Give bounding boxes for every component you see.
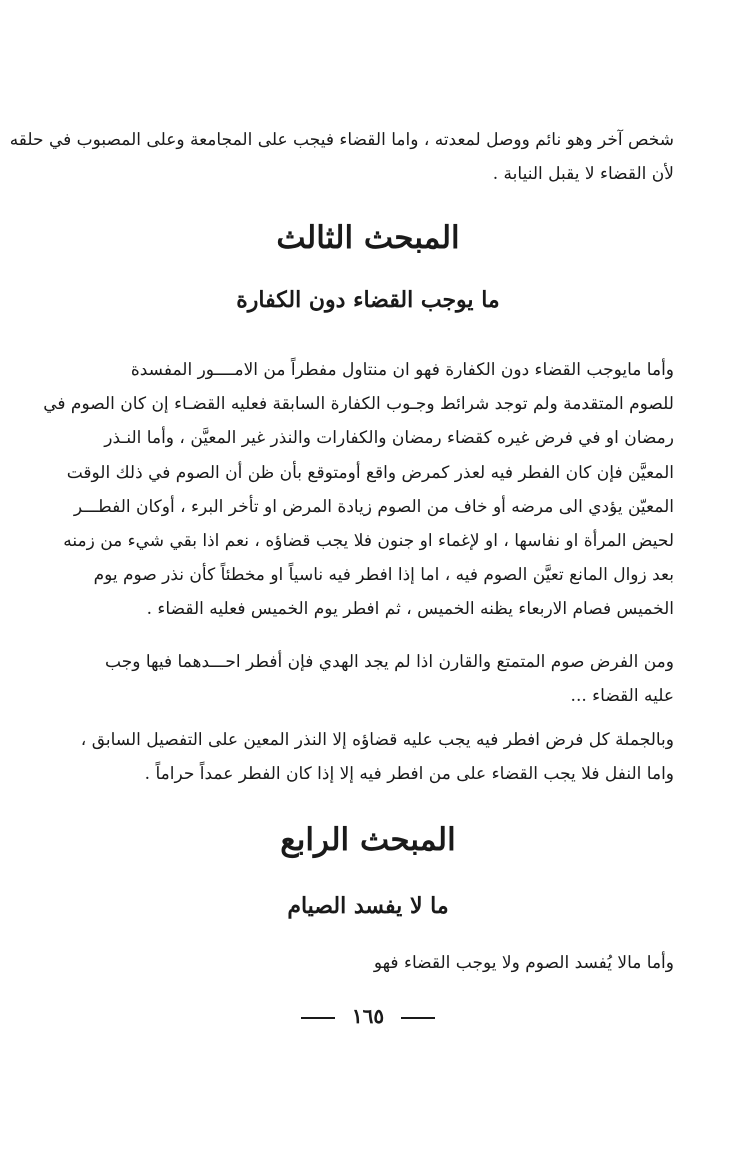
text-line: الخميس فصام الاربعاء يظنه الخميس ، ثم افطر يوم الخميس فعليه القضاء . [146,599,674,620]
page-number [0,1004,736,1028]
text-line: لحيض المرأة او نفاسها ، او لإغماء او جنون فلا يجب قضاؤه ، نعم اذا بقي شيء من زمنه [63,531,674,552]
paragraph-section3-summary [80,723,674,791]
text-line: وأما مالا يُفسد الصوم ولا يوجب القضاء فهو [373,953,674,973]
text-line: للصوم المتقدمة ولم توجد شرائط وجـوب الكفارة السابقة فعليه القضـاء إن كان الصوم في [43,394,674,415]
page-number-dash [401,1017,435,1019]
page-number-dash [301,1017,335,1019]
text-line: ومن الفرض صوم المتمتع والقارن اذا لم يجد الهدي فإن أفطر احـــدهما فيها وجب [105,652,674,672]
text-line: لأن القضاء لا يقبل النيابة . [492,164,674,185]
section-subheading-fourth: ما لا يفسد الصيام [287,893,449,919]
text-line: عليه القضاء ... [570,686,674,707]
section-heading-fourth: المبحث الرابع [280,822,456,858]
text-line: وبالجملة كل فرض افطر فيه يجب عليه قضاؤه إلا النذر المعين على التفصيل السابق ، [80,730,674,750]
text-line: شخص آخر وهو نائم ووصل لمعدته ، واما القضاء فيجب على المجامعة وعلى المصبوب في حلقه [9,130,674,150]
text-line: المعيَّن فإن كان الفطر فيه لعذر كمرض واقع أومتوقع بأن ظن أن الصوم في ذلك الوقت [66,462,674,483]
text-line: بعد زوال المانع تعيَّن الصوم فيه ، اما إذا افطر فيه ناسياً او مخطئاً كأن نذر صوم يوم [93,565,674,586]
text-line: وأما مايوجب القضاء دون الكفارة فهو ان منتاول مفطراً من الامــــور المفسدة [130,360,674,380]
paragraph-section3-main [43,353,674,627]
paragraph-section4-start [92,946,674,980]
section-subheading-third: ما يوجب القضاء دون الكفارة [236,287,500,313]
paragraph-continuation [9,123,674,191]
paragraph-section3-second [92,645,674,713]
text-line: واما النفل فلا يجب القضاء على من افطر فيه إلا إذا كان الفطر عمداً حراماً . [144,764,674,785]
section-heading-third: المبحث الثالث [276,220,460,256]
text-line: المعيّن يؤدي الى مرضه أو خاف من الصوم زيادة المرض او تأخر البرء ، أوكان الفطـــر [73,496,674,517]
text-line: رمضان او في فرض غيره كقضاء رمضان والكفارات والنذر غير المعيَّن ، وأما النـذر [104,428,674,449]
page-number-value: ١٦٥ [351,1004,385,1028]
